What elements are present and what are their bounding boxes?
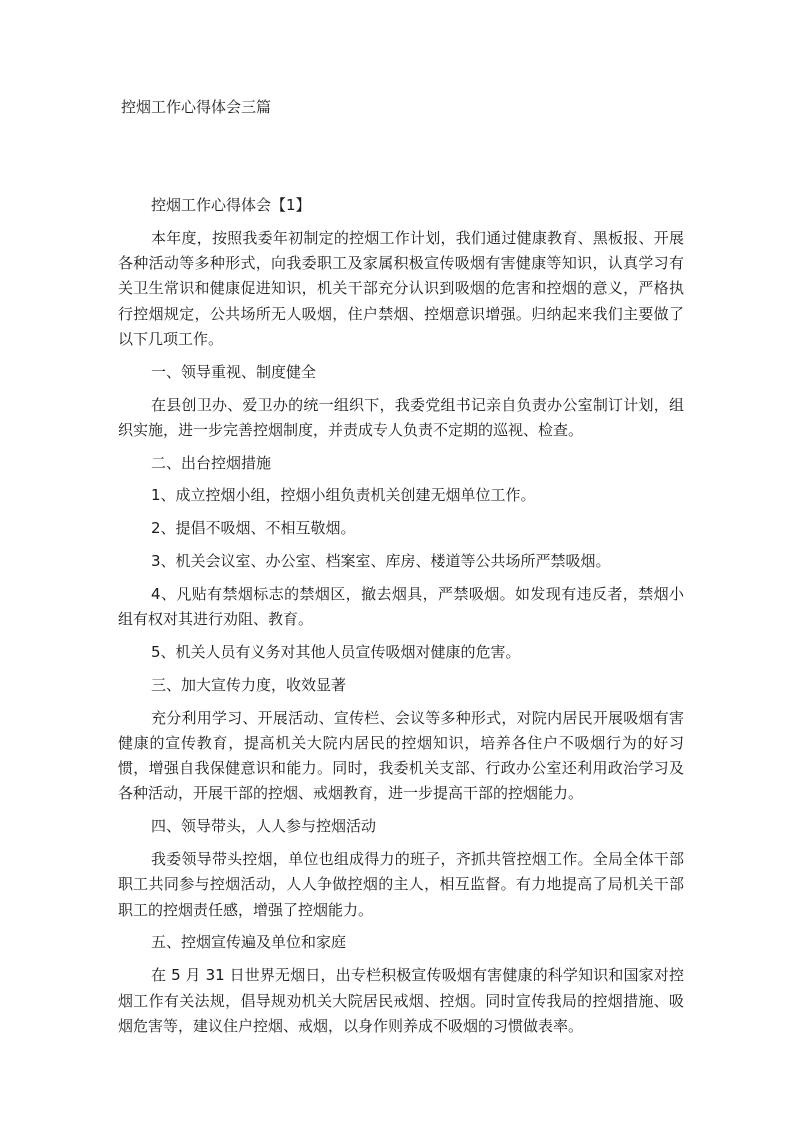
heading-2: 二、出台控烟措施 [151, 453, 272, 472]
heading-1: 一、领导重视、制度健全 [151, 362, 317, 381]
intro-paragraph: 本年度，按照我委年初制定的控烟工作计划，我们通过健康教育、黑板报、开展各种活动等多种形式，向我委职工及家属积极宣传吸烟有害健康等知识，认真学习有关卫生常识和健康促进知识，机关干部充分认识到吸烟的危害和控烟的意义，严格执行控烟规定，公共场所无人吸烟，住户禁烟、控烟意识增强。归纳起来我们主要做了以下几项工作。 [118, 228, 684, 348]
document-title: 控烟工作心得体会三篇 [121, 98, 272, 116]
paragraph-3: 充分利用学习、开展活动、宣传栏、会议等多种形式，对院内居民开展吸烟有害健康的宣传教育，提高机关大院内居民的控烟知识，培养各住户不吸烟行为的好习惯，增强自我保健意识和能力。同时，我委机关支部、行政办公室还利用政治学习及各种活动，开展干部的控烟、戒烟教育，进一步提高干部的控烟能力。 [118, 708, 684, 803]
paragraph-4: 我委领导带头控烟，单位也组成得力的班子，齐抓共管控烟工作。全局全体干部职工共同参与控烟活动，人人争做控烟的主人，相互监督。有力地提高了局机关干部职工的控烟责任感，增强了控烟能力。 [118, 850, 684, 919]
list-item-2: 2、提倡不吸烟、不相互敬烟。 [151, 519, 356, 538]
section-title: 控烟工作心得体会【1】 [151, 196, 311, 214]
list-item-3: 3、机关会议室、办公室、档案室、库房、楼道等公共场所严禁吸烟。 [151, 552, 611, 571]
list-item-4: 4、凡贴有禁烟标志的禁烟区，撤去烟具，严禁吸烟。如发现有违反者，禁烟小组有权对其进行劝阻、教育。 [118, 584, 684, 629]
paragraph-1: 在县创卫办、爱卫办的统一组织下，我委党组书记亲自负责办公室制订计划，组织实施，进一步完善控烟制度，并责成专人负责不定期的巡视、检查。 [118, 395, 684, 439]
document-body [118, 193, 684, 1047]
paragraph-5: 在 5 月 31 日世界无烟日，出专栏积极宣传吸烟有害健康的科学知识和国家对控烟工作有关法规，倡导规劝机关大院居民戒烟、控烟。同时宣传我局的控烟措施、吸烟危害等，建议住户控烟、戒烟，以身作则养成不吸烟的习惯做表率。 [118, 966, 684, 1035]
list-item-5: 5、机关人员有义务对其他人员宣传吸烟对健康的危害。 [151, 642, 521, 661]
list-item-1: 1、成立控烟小组，控烟小组负责机关创建无烟单位工作。 [151, 486, 536, 505]
heading-4: 四、领导带头，人人参与控烟活动 [151, 817, 377, 836]
heading-5: 五、控烟宣传遍及单位和家庭 [151, 933, 347, 952]
heading-3: 三、加大宣传力度，收效显著 [151, 675, 347, 694]
